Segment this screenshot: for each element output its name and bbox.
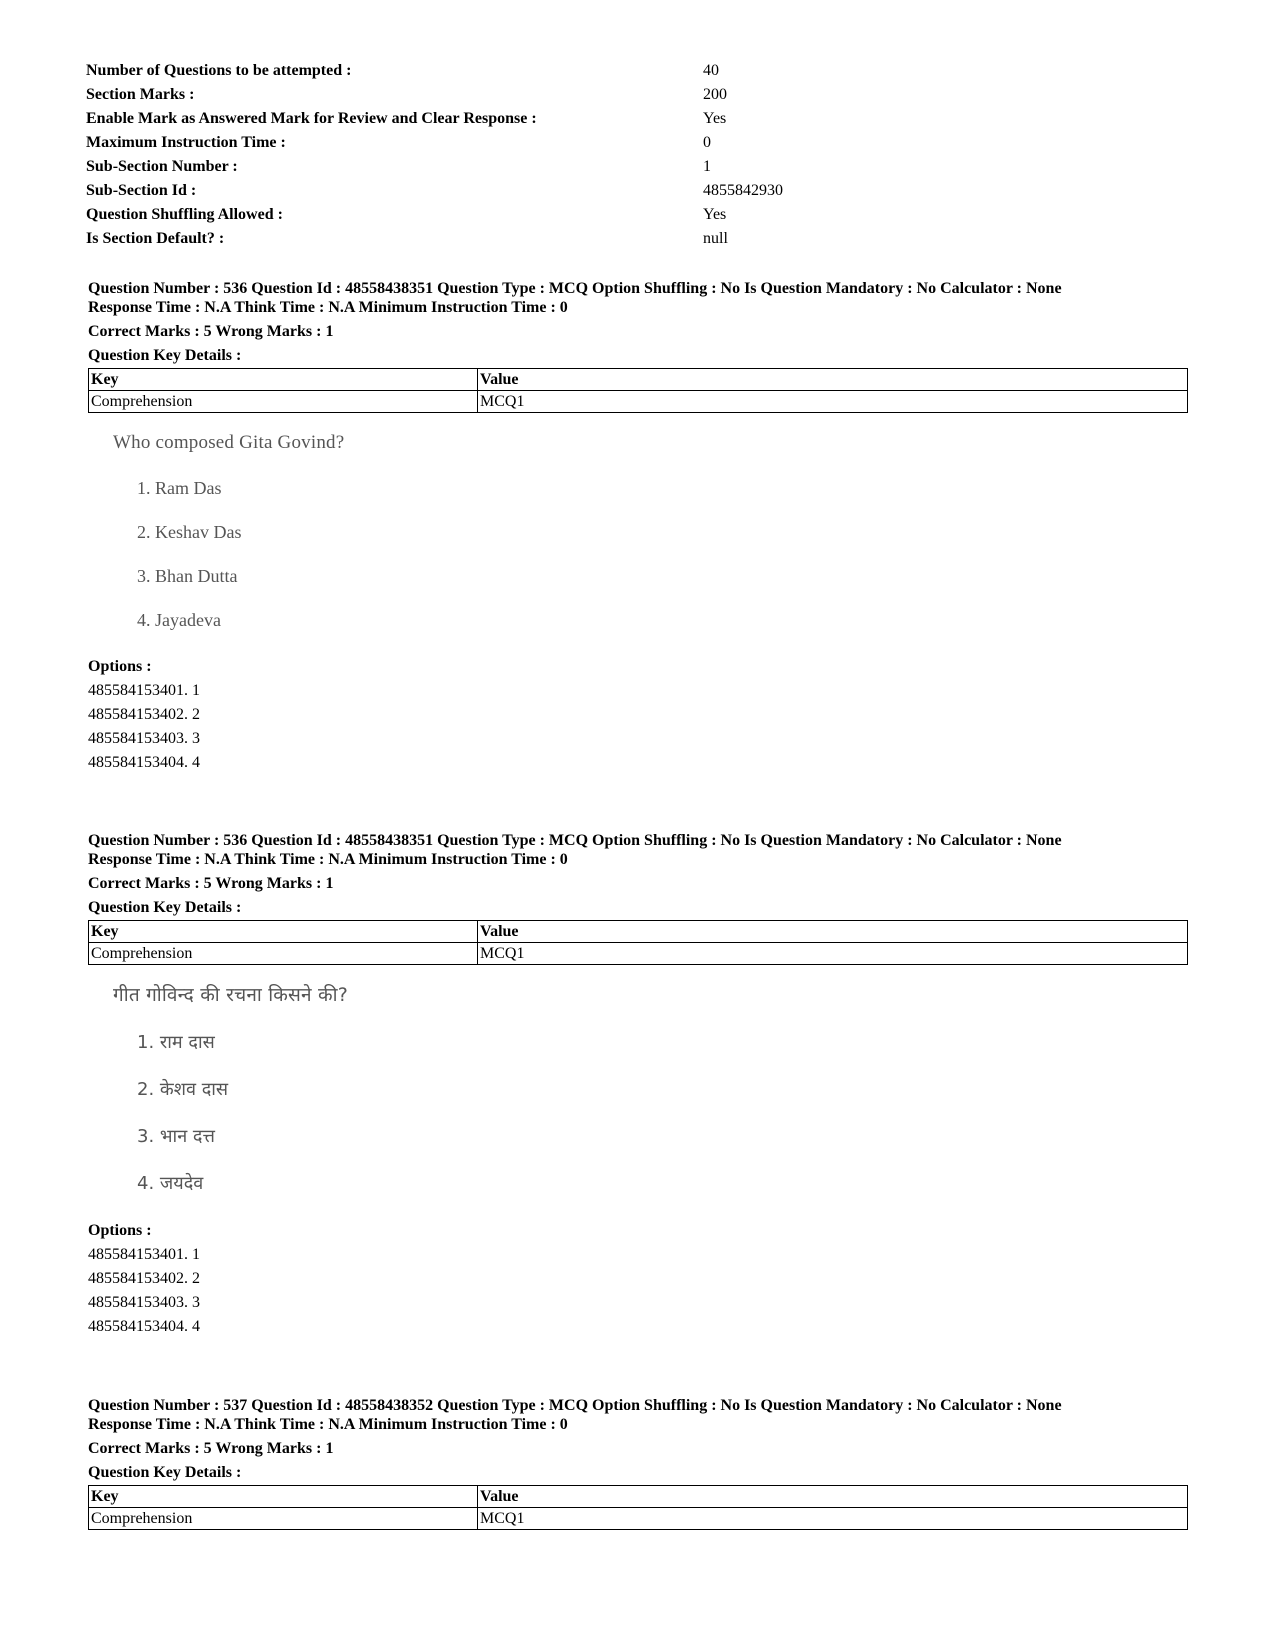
question-header: Question Number : 537 Question Id : 48558438352 Question Type : MCQ Option Shuffling : No Is Question Mandatory : No Calculator : None — [88, 1397, 1062, 1414]
question-option: 3. भान दत्त — [137, 1126, 215, 1147]
table-cell-value: MCQ1 — [478, 1508, 1188, 1530]
meta-row — [86, 59, 1186, 83]
table-header-value: Value — [478, 921, 1188, 943]
options-label: Options : — [88, 658, 152, 675]
question-option: 2. Keshav Das — [137, 522, 242, 542]
question-option: 1. Ram Das — [137, 478, 222, 498]
meta-label: Enable Mark as Answered Mark for Review and Clear Response : — [86, 110, 537, 127]
meta-row — [86, 107, 1186, 131]
table-header-value: Value — [478, 369, 1188, 391]
question-text: गीत गोविन्द की रचना किसने की? — [113, 984, 349, 1006]
options-label: Options : — [88, 1222, 152, 1239]
question-option: 2. केशव दास — [137, 1079, 229, 1100]
table-cell-key: Comprehension — [89, 391, 478, 413]
question-option: 4. जयदेव — [137, 1173, 204, 1194]
table-header-row — [89, 1486, 1188, 1508]
table-header-row — [89, 369, 1188, 391]
question-header: Question Number : 536 Question Id : 48558438351 Question Type : MCQ Option Shuffling : No Is Question Mandatory : No Calculator : None — [88, 280, 1062, 297]
table-header-key: Key — [89, 1486, 478, 1508]
question-key-table — [88, 368, 1188, 413]
meta-row — [86, 131, 1186, 155]
question-option: 4. Jayadeva — [137, 610, 221, 630]
question-key-table — [88, 920, 1188, 965]
question-block — [88, 279, 1188, 775]
table-header-value: Value — [478, 1486, 1188, 1508]
question-marks: Correct Marks : 5 Wrong Marks : 1 — [88, 875, 334, 892]
question-image — [113, 431, 1188, 631]
option-id-line: 485584153402. 2 — [88, 706, 200, 723]
table-header-row — [89, 921, 1188, 943]
option-id-line: 485584153401. 1 — [88, 682, 200, 699]
meta-value: null — [703, 230, 728, 247]
meta-value: 1 — [703, 158, 711, 175]
meta-label: Question Shuffling Allowed : — [86, 206, 283, 223]
option-id-line: 485584153404. 4 — [88, 754, 200, 771]
question-marks: Correct Marks : 5 Wrong Marks : 1 — [88, 323, 334, 340]
question-key-details-label: Question Key Details : — [88, 347, 242, 364]
question-times: Response Time : N.A Think Time : N.A Minimum Instruction Time : 0 — [88, 851, 568, 868]
meta-row — [86, 155, 1186, 179]
table-row — [89, 1508, 1188, 1530]
question-marks: Correct Marks : 5 Wrong Marks : 1 — [88, 1440, 334, 1457]
meta-row — [86, 203, 1186, 227]
table-row — [89, 391, 1188, 413]
question-option: 1. राम दास — [137, 1032, 215, 1053]
question-option: 3. Bhan Dutta — [137, 566, 238, 586]
table-cell-key: Comprehension — [89, 943, 478, 965]
option-id-line: 485584153402. 2 — [88, 1270, 200, 1287]
question-key-details-label: Question Key Details : — [88, 899, 242, 916]
question-key-details-label: Question Key Details : — [88, 1464, 242, 1481]
meta-value: Yes — [703, 206, 727, 223]
option-id-line: 485584153403. 3 — [88, 1294, 200, 1311]
meta-label: Sub-Section Id : — [86, 182, 197, 199]
question-times: Response Time : N.A Think Time : N.A Minimum Instruction Time : 0 — [88, 299, 568, 316]
meta-value: 200 — [703, 86, 727, 103]
meta-label: Number of Questions to be attempted : — [86, 62, 352, 79]
option-id-line: 485584153401. 1 — [88, 1246, 200, 1263]
option-id-line: 485584153403. 3 — [88, 730, 200, 747]
question-block — [88, 1396, 1188, 1530]
meta-label: Is Section Default? : — [86, 230, 225, 247]
table-cell-value: MCQ1 — [478, 391, 1188, 413]
meta-label: Sub-Section Number : — [86, 158, 238, 175]
meta-value: 4855842930 — [703, 182, 783, 199]
meta-row — [86, 83, 1186, 107]
meta-label: Section Marks : — [86, 86, 195, 103]
question-key-table — [88, 1485, 1188, 1530]
table-row — [89, 943, 1188, 965]
table-header-key: Key — [89, 921, 478, 943]
option-id-line: 485584153404. 4 — [88, 1318, 200, 1335]
question-image — [113, 983, 1188, 1195]
question-times: Response Time : N.A Think Time : N.A Minimum Instruction Time : 0 — [88, 1416, 568, 1433]
table-cell-value: MCQ1 — [478, 943, 1188, 965]
meta-row — [86, 227, 1186, 251]
question-text: Who composed Gita Govind? — [113, 432, 345, 453]
meta-value: 0 — [703, 134, 711, 151]
meta-value: Yes — [703, 110, 727, 127]
question-header: Question Number : 536 Question Id : 48558438351 Question Type : MCQ Option Shuffling : No Is Question Mandatory : No Calculator : None — [88, 832, 1062, 849]
section-meta — [86, 59, 1186, 251]
meta-value: 40 — [703, 62, 719, 79]
table-header-key: Key — [89, 369, 478, 391]
meta-label: Maximum Instruction Time : — [86, 134, 286, 151]
meta-row — [86, 179, 1186, 203]
table-cell-key: Comprehension — [89, 1508, 478, 1530]
question-block — [88, 831, 1188, 1339]
